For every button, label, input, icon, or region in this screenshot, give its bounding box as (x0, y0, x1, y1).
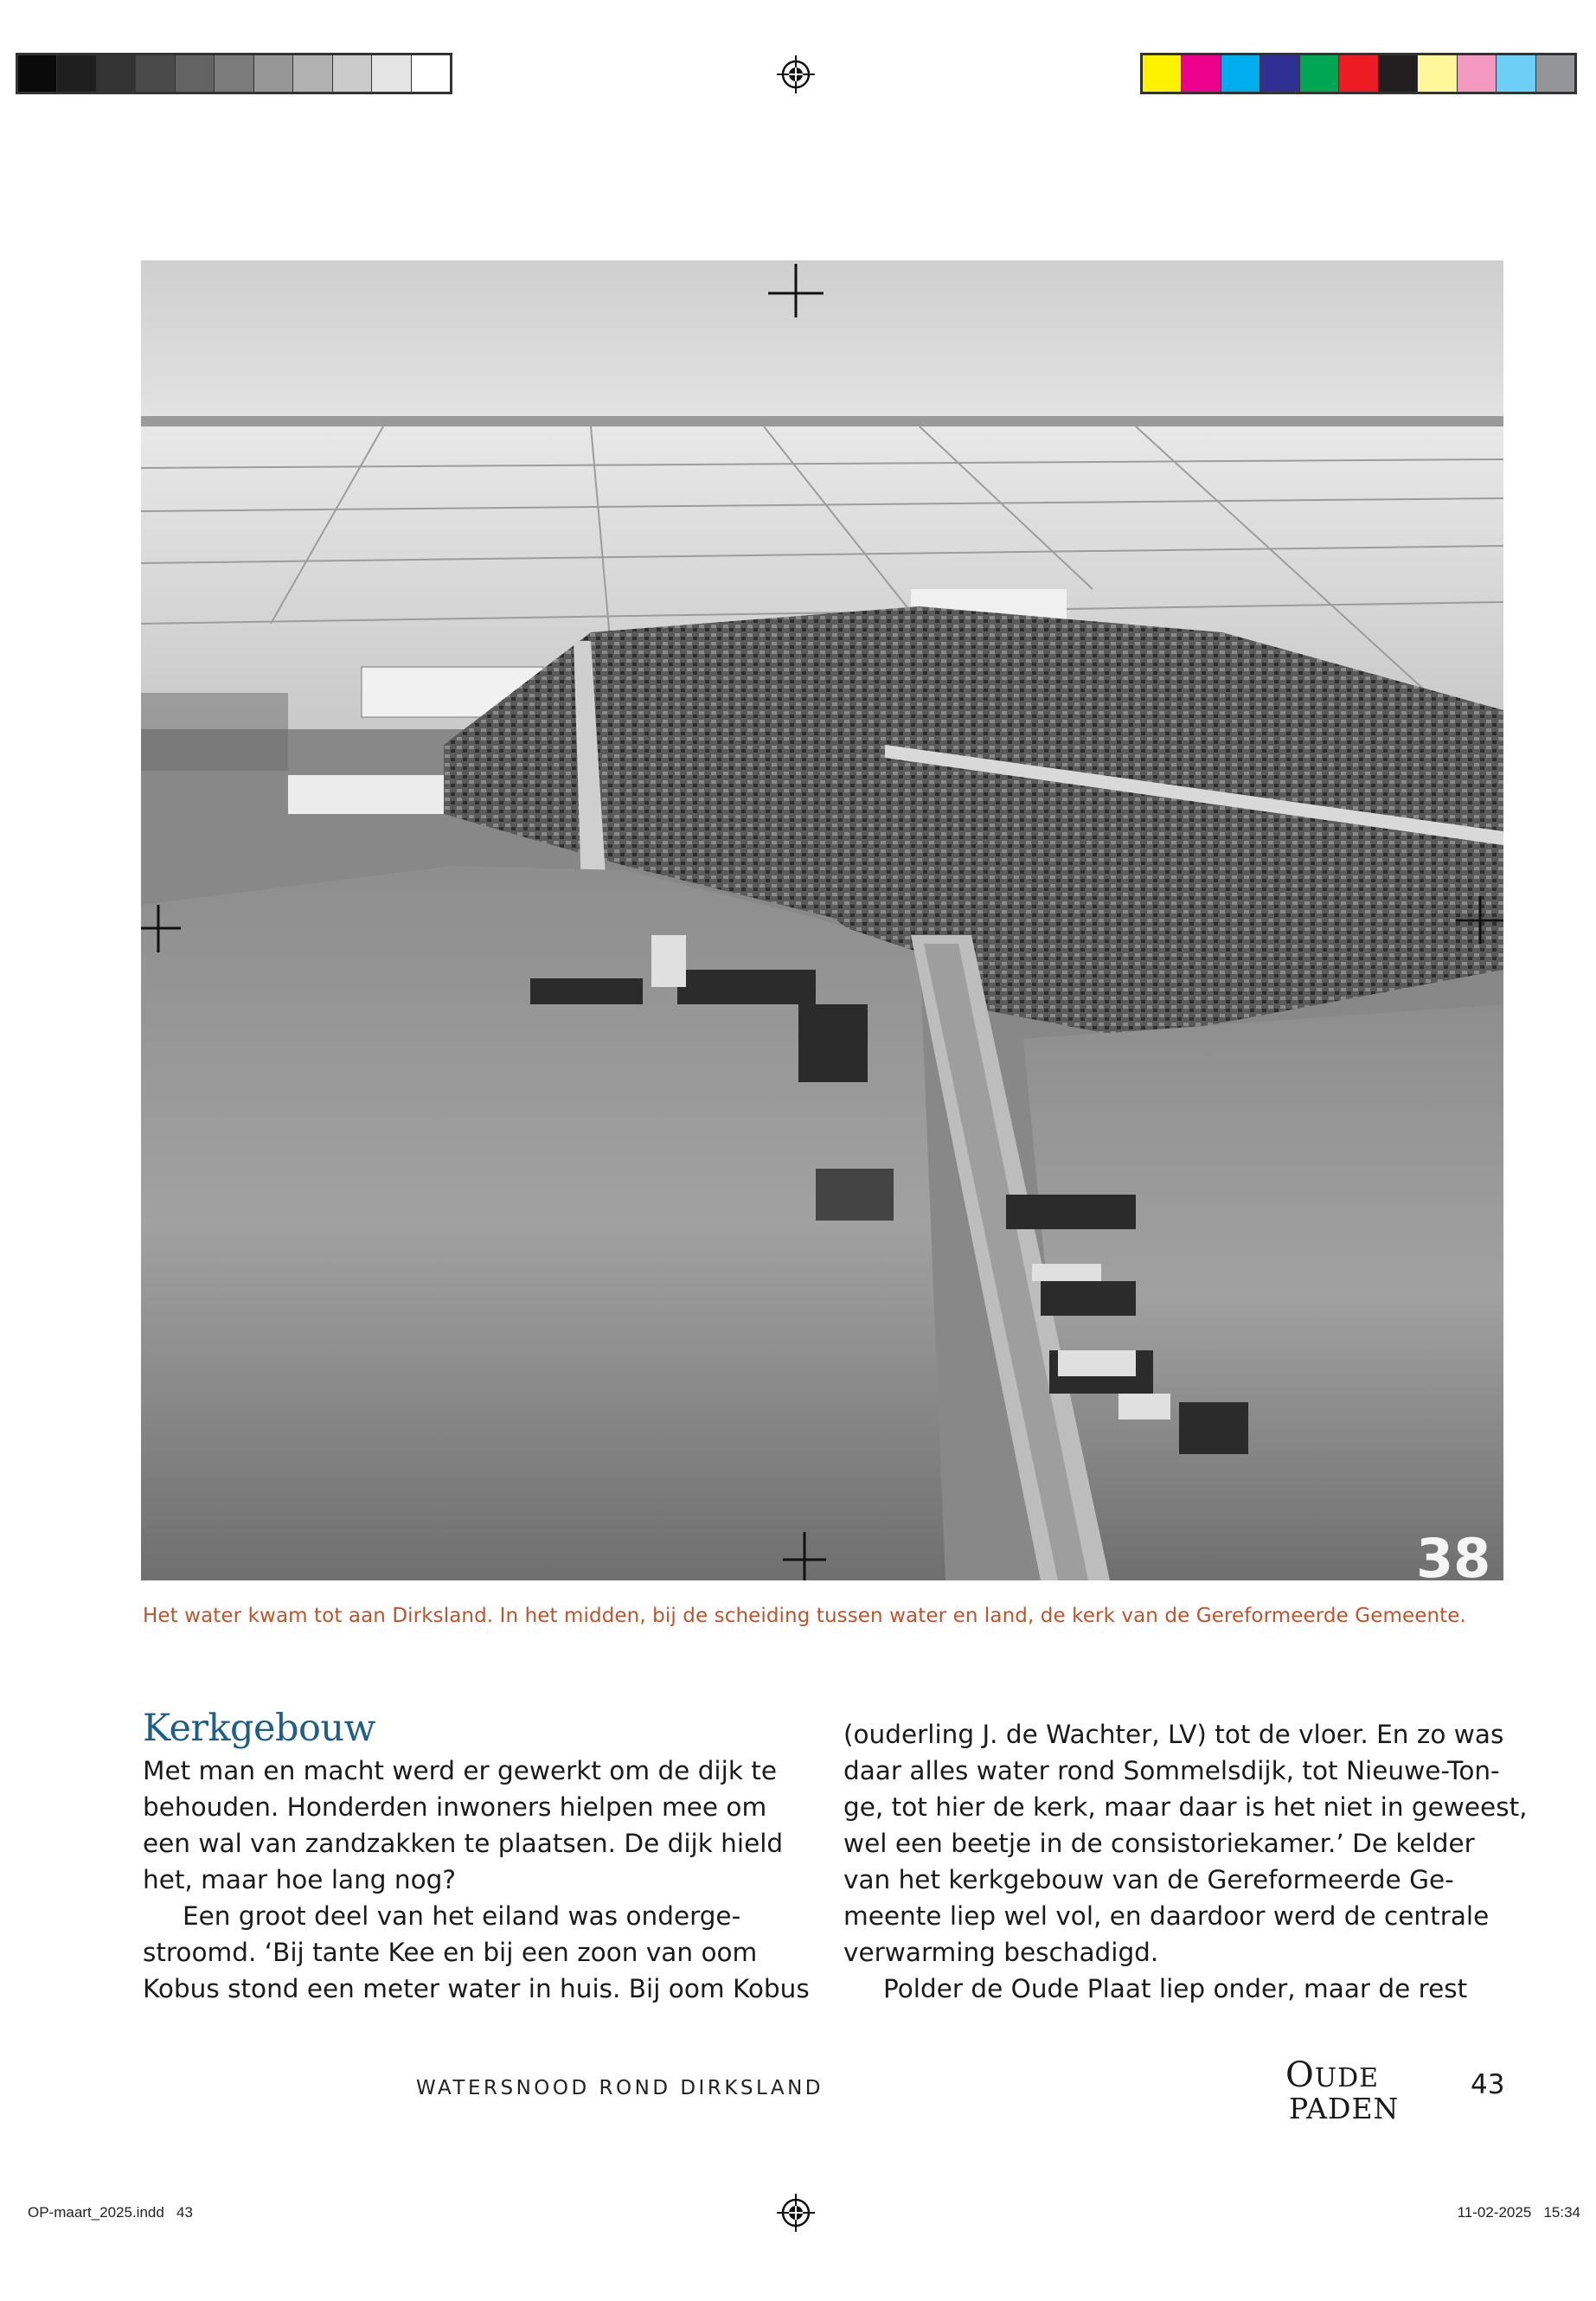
paragraph-line: Polder de Oude Plaat liep onder, maar de rest (883, 1974, 1468, 2003)
color-swatch (1182, 55, 1221, 92)
gray-swatch (293, 55, 332, 92)
paragraph-line: Kobus stond een meter water in huis. Bij oom Kobus (143, 1974, 810, 2003)
gray-swatch (215, 55, 253, 92)
paragraph-line: Een groot deel van het eiland was onderge- (183, 1901, 741, 1931)
paragraph-line: meente liep wel vol, en daardoor werd de centrale (843, 1901, 1490, 1931)
paragraph-line: een wal van zandzakken te plaatsen. De dijk hield (143, 1829, 784, 1858)
paragraph-line: het, maar hoe lang nog? (143, 1865, 457, 1894)
color-swatch (1143, 55, 1182, 92)
color-swatch (1260, 55, 1299, 92)
magazine-logo (1285, 2055, 1415, 2126)
frame-number: 38 (1416, 1527, 1491, 1580)
gray-swatch (136, 55, 175, 92)
color-swatch (1339, 55, 1378, 92)
aerial-photo (141, 260, 1503, 1580)
gray-swatch (176, 55, 215, 92)
paragraph-line: stroomd. ‘Bij tante Kee en bij een zoon van oom (143, 1938, 758, 1967)
registration-mark-icon (777, 55, 815, 93)
color-swatch (1458, 55, 1497, 92)
photo-caption: Het water kwam tot aan Dirksland. In het midden, bij de scheiding tussen water en land, de kerk van de Gereformeerde Gemeente. (143, 1605, 1466, 1627)
color-swatch (1221, 55, 1260, 92)
gray-swatch (57, 55, 96, 92)
paragraph-line: (ouderling J. de Wachter, LV) tot de vloer. En zo was (843, 1720, 1504, 1749)
paragraph-line: Met man en macht werd er gewerkt om de dijk te (143, 1756, 777, 1785)
article-column-left (143, 1753, 809, 2007)
section-heading: Kerkgebouw (143, 1707, 375, 1750)
gray-swatch (333, 55, 372, 92)
running-title: WATERSNOOD ROND DIRKSLAND (416, 2077, 824, 2099)
gray-swatch (97, 55, 136, 92)
color-swatch (1497, 55, 1535, 92)
gray-swatch (412, 55, 450, 92)
flooded-landscape-image (141, 260, 1503, 1580)
slug-datetime: 11-02-2025 15:34 (1457, 2204, 1580, 2221)
gray-swatch (18, 55, 57, 92)
paragraph-line: van het kerkgebouw van de Gereformeerde Ge- (843, 1865, 1454, 1894)
paragraph-line: daar alles water rond Sommelsdijk, tot Nieuwe-Ton- (843, 1756, 1500, 1785)
gray-swatch (372, 55, 411, 92)
color-swatch (1379, 55, 1418, 92)
registration-mark-icon (777, 2194, 815, 2232)
paragraph-line: verwarming beschadigd. (843, 1938, 1159, 1967)
slug-file-info: OP-maart_2025.indd 43 (28, 2204, 193, 2221)
article-column-right (843, 1716, 1528, 2007)
color-swatch (1418, 55, 1457, 92)
grayscale-color-bar (16, 53, 452, 94)
page-number: 43 (1471, 2069, 1505, 2100)
color-swatch (1536, 55, 1574, 92)
logo-letters: UDE (1314, 2063, 1380, 2093)
gray-swatch (254, 55, 293, 92)
color-swatch (1300, 55, 1339, 92)
paragraph-line: ge, tot hier de kerk, maar daar is het niet in geweest, (843, 1792, 1528, 1822)
logo-line-2: PADEN (1289, 2092, 1400, 2125)
logo-letter: O (1285, 2055, 1315, 2095)
cmyk-color-bar (1140, 53, 1577, 94)
paragraph-line: wel een beetje in de consistoriekamer.’ De kelder (843, 1829, 1475, 1858)
paragraph-line: behouden. Honderden inwoners hielpen mee om (143, 1792, 767, 1822)
